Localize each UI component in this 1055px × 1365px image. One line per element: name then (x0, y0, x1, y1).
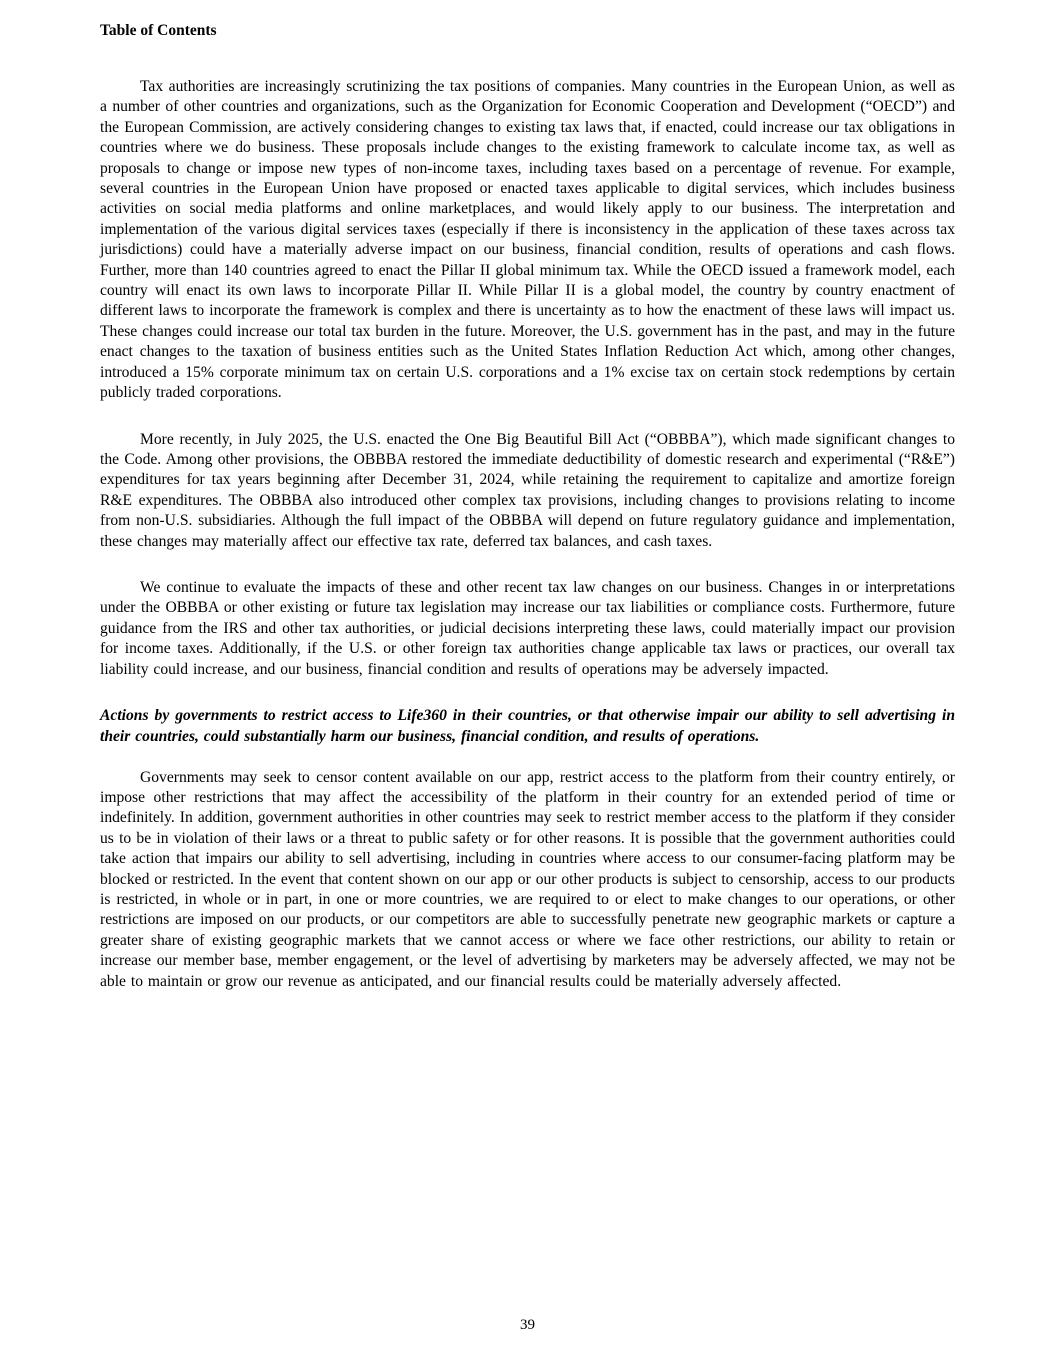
paragraph-tax-scrutiny: Tax authorities are increasingly scrutinizing the tax positions of companies. Many countries in the European Union, as well as a number of other countries and organizations, such as the Organization for Economic Cooperation and Development (“OECD”) and the European Commission, are actively considering changes to existing tax laws that, if enacted, could increase our tax obligations in countries where we do business. These proposals include changes to the existing framework to calculate income tax, as well as proposals to change or impose new types of non-income taxes, including taxes based on a percentage of revenue. For example, several countries in the European Union have proposed or enacted taxes applicable to digital services, which includes business activities on social media platforms and online marketplaces, and would likely apply to our business. The interpretation and implementation of the various digital services taxes (especially if there is inconsistency in the application of these taxes across tax jurisdictions) could have a materially adverse impact on our business, financial condition, results of operations and cash flows. Further, more than 140 countries agreed to enact the Pillar II global minimum tax. While the OECD issued a framework model, each country will enact its own laws to incorporate Pillar II. While Pillar II is a global model, the country by country enactment of different laws to incorporate the framework is complex and there is uncertainty as to how the enactment of these laws will impact us. These changes could increase our total tax burden in the future. Moreover, the U.S. government has in the past, and may in the future enact changes to the taxation of business entities such as the United States Inflation Reduction Act which, among other changes, introduced a 15% corporate minimum tax on certain U.S. corporations and a 1% excise tax on certain stock redemptions by certain publicly traded corporations. (100, 78, 955, 402)
paragraph-government-restrictions: Governments may seek to censor content available on our app, restrict access to the platform from their country entirely, or impose other restrictions that may affect the accessibility of the platform in their country for an extended period of time or indefinitely. In addition, government authorities in other countries may seek to restrict member access to the platform if they consider us to be in violation of their laws or a threat to public safety or for other reasons. It is possible that the government authorities could take action that impairs our ability to sell advertising, including in countries where access to our consumer-facing platform may be blocked or restricted. In the event that content shown on our app or our other products is subject to censorship, access to our products is restricted, in whole or in part, in one or more countries, we are required to or elect to make changes to our operations, or other restrictions are imposed on our products, or our competitors are able to successfully penetrate new geographic markets or capture a greater share of existing geographic markets that we cannot access or where we face other restrictions, our ability to retain or increase our member base, member engagement, or the level of advertising by marketers may be adversely affected, we may not be able to maintain or grow our revenue as anticipated, and our financial results could be materially adversely affected. (100, 768, 955, 990)
paragraph-tax-law-evaluation: We continue to evaluate the impacts of these and other recent tax law changes on our business. Changes in or interpretations under the OBBBA or other existing or future tax legislation may increase our tax liabilities or compliance costs. Furthermore, future guidance from the IRS and other tax authorities, or judicial decisions interpreting these laws, could materially impact our provision for income taxes. Additionally, if the U.S. or other foreign tax authorities change applicable tax laws or practices, our overall tax liability could increase, and our business, financial condition and results of operations may be adversely impacted. (100, 578, 955, 678)
page-number: 39 (520, 1317, 535, 1333)
paragraph-obbba-enactment: More recently, in July 2025, the U.S. enacted the One Big Beautiful Bill Act (“OBBBA”), which made significant changes to the Code. Among other provisions, the OBBBA restored the immediate deductibility of domestic research and experimental (“R&E”) expenditures for tax years beginning after December 31, 2024, while retaining the requirement to capitalize and amortize foreign R&E expenditures. The OBBBA also introduced other complex tax provisions, including changes to provisions relating to income from non-U.S. subsidiaries. Although the full impact of the OBBBA will depend on future regulatory guidance and implementation, these changes may materially affect our effective tax rate, deferred tax balances, and cash taxes. (100, 430, 955, 550)
risk-factor-heading: Actions by governments to restrict access to Life360 in their countries, or that otherwise impair our ability to sell advertising in their countries, could substantially harm our business, financial condition, and results of operations. (100, 706, 955, 745)
table-of-contents-link[interactable]: Table of Contents (100, 22, 217, 39)
